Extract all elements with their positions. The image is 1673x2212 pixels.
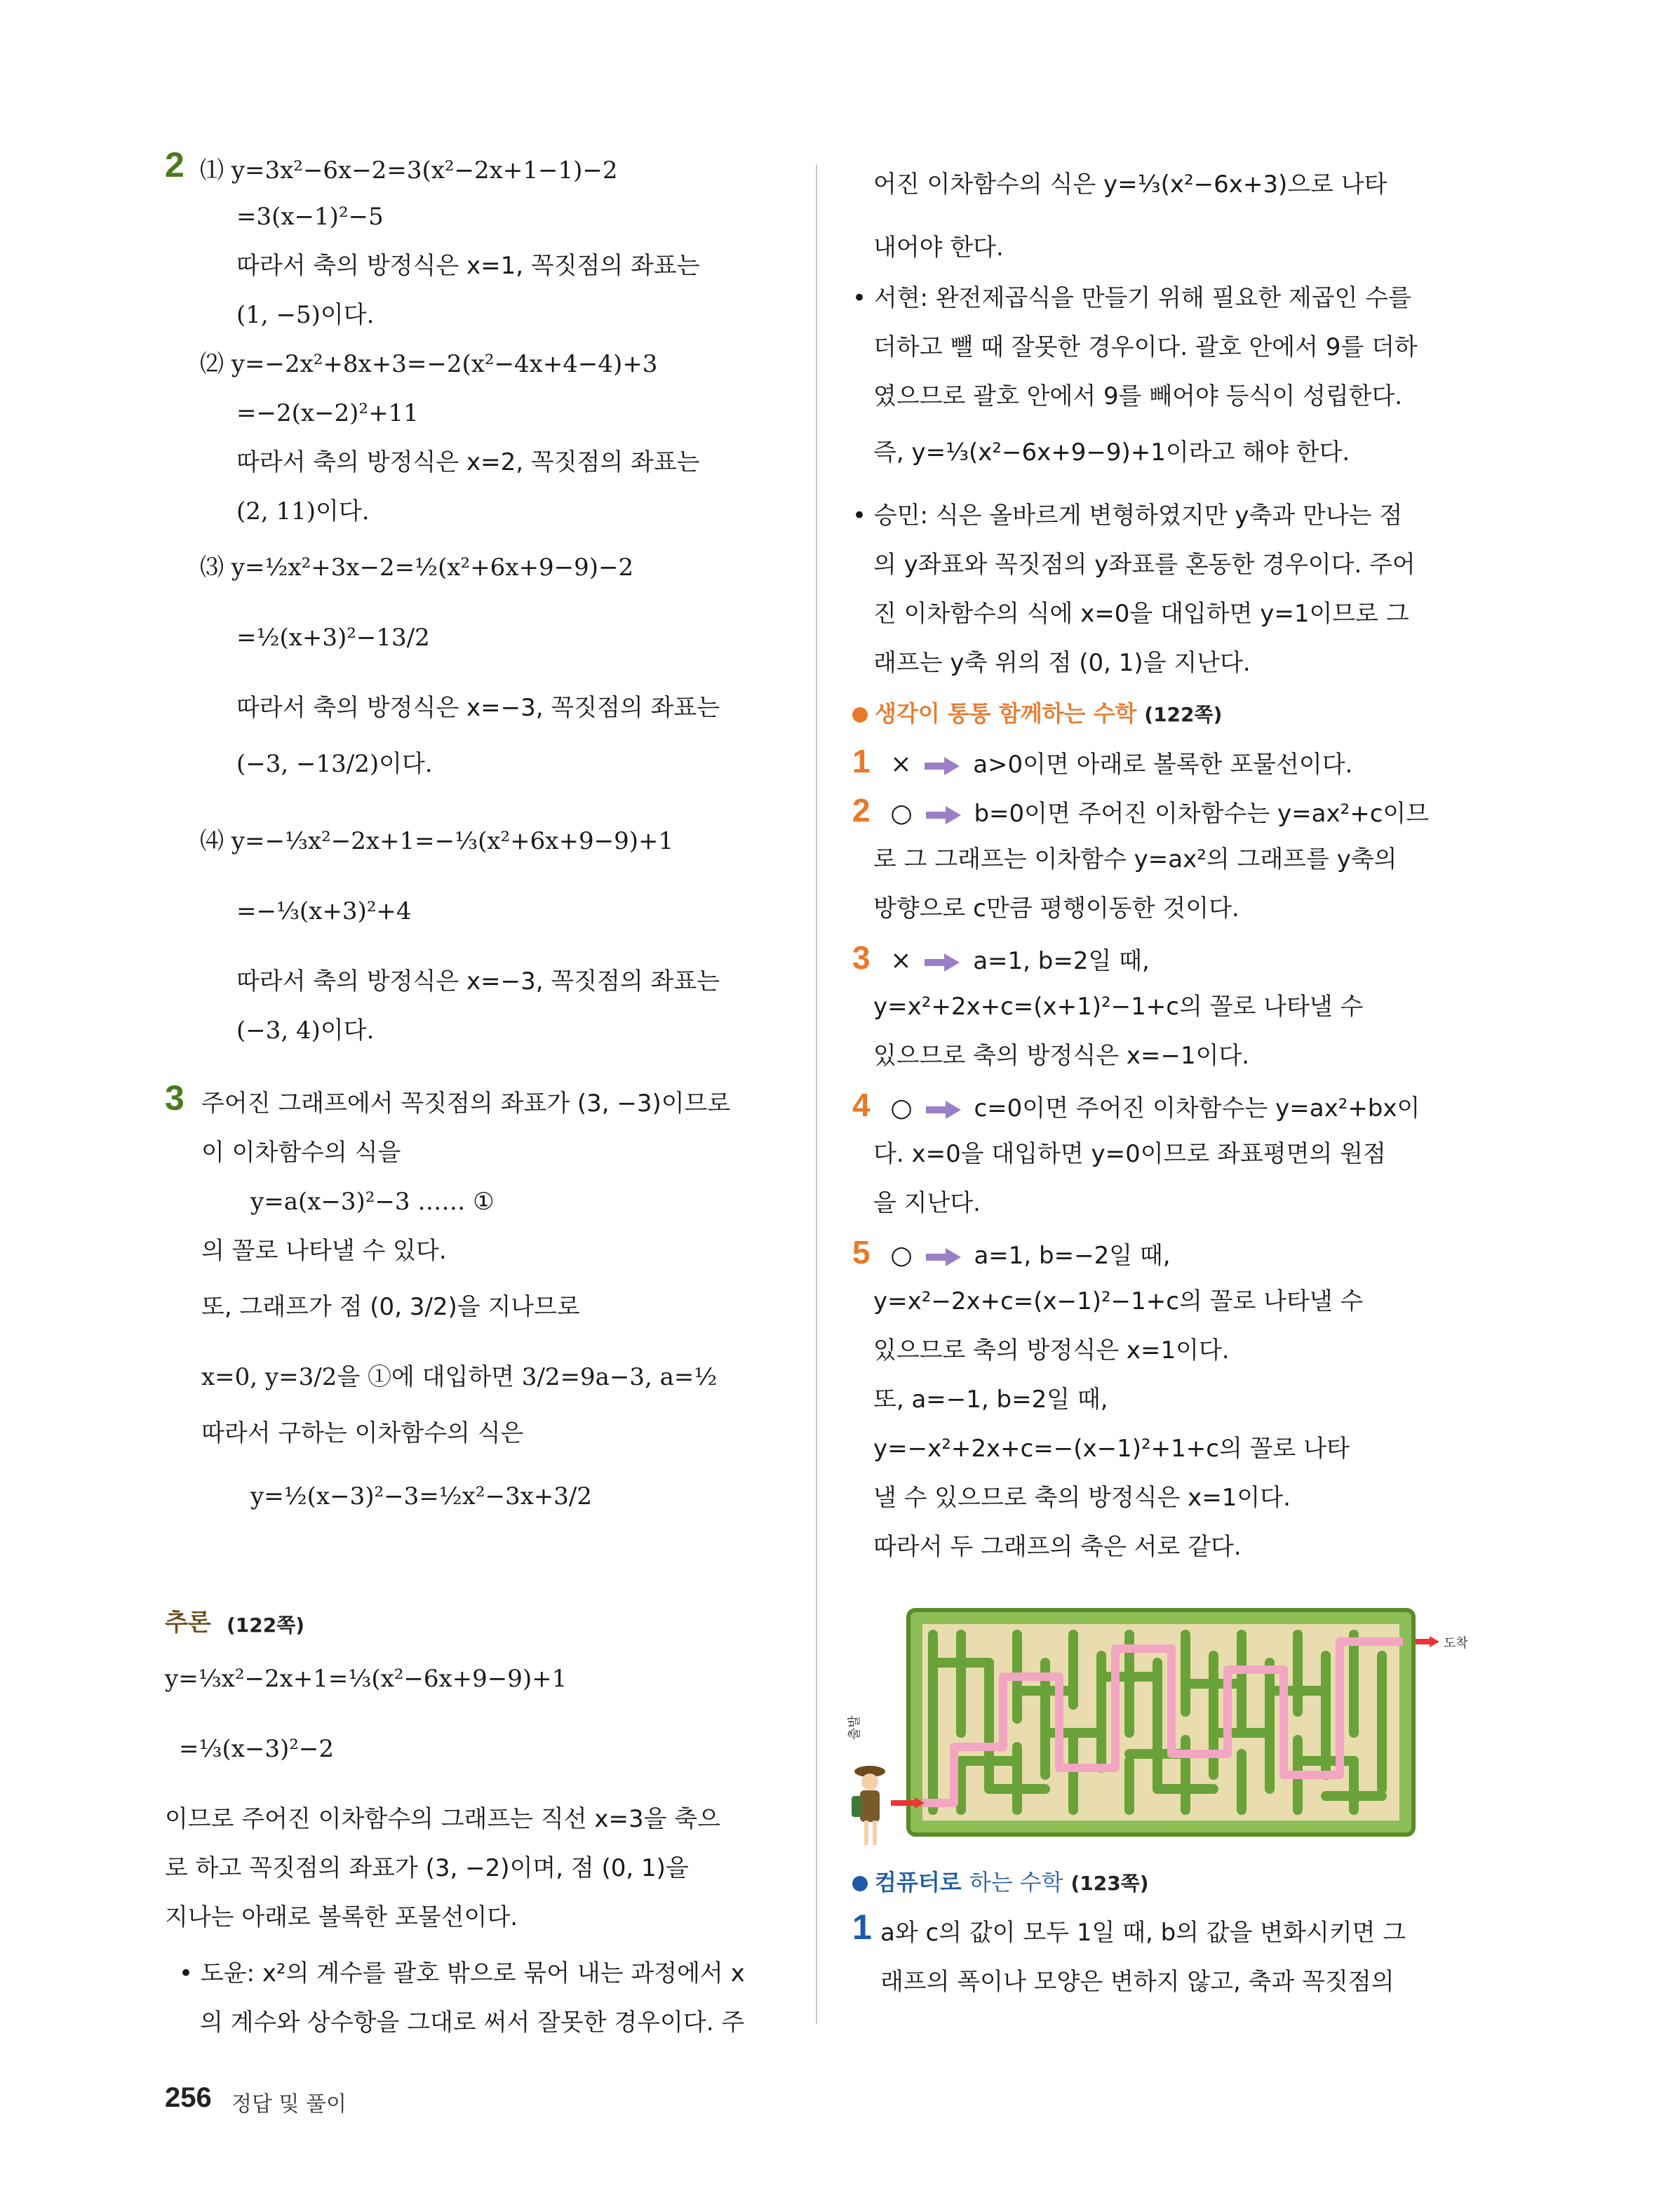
p2-s1-line: (1, −5)이다. [236,301,375,329]
p2-s2-line: (2, 11)이다. [236,497,370,525]
p3-line: 주어진 그래프에서 꼭짓점의 좌표가 (3, −3)이므로 [201,1090,731,1118]
reason-line: =⅓(x−3)²−2 [179,1735,335,1763]
p3-line: y=½(x−3)²−3=½x²−3x+3/2 [250,1482,592,1510]
p2-s1-line: =3(x−1)²−5 [236,203,384,231]
think-heading [852,697,1222,731]
item-line: y=x²+2x+c=(x+1)²−1+c의 꼴로 나타낼 수 [873,993,1364,1021]
right-arrow-icon [925,805,962,826]
item-line: 로 그 그래프는 이차함수 y=ax²의 그래프를 y축의 [873,845,1397,873]
maze-start-label: 출발 [847,1715,862,1740]
p2-s2-line: 따라서 축의 방정식은 x=2, 꼭짓점의 좌표는 [236,448,700,476]
right-arrow-icon [923,952,961,973]
right-top-line: • 승민: 식은 올바르게 변형하였지만 y축과 만나는 점 [852,502,1403,530]
think-title-a: 생각이 통통 [875,700,999,727]
p2-s2-line: ⑵ y=−2x²+8x+3=−2(x²−4x+4−4)+3 [200,350,658,378]
item-line: 을 지난다. [873,1189,981,1217]
orange-bullet-icon [852,707,868,723]
p2-s4-line: ⑷ y=−⅓x²−2x+1=−⅓(x²+6x+9−9)+1 [200,827,674,855]
maze-illustration [842,1593,1468,1859]
right-top-line: 였으므로 괄호 안에서 9를 빼어야 등식이 성립한다. [873,382,1403,410]
p2-s3-line: 따라서 축의 방정식은 x=−3, 꼭짓점의 좌표는 [236,694,720,722]
problem-3-number: 3 [165,1078,184,1118]
item-number: 1 [852,743,871,779]
item-line: a=1, b=−2일 때, [974,1242,1171,1270]
maze-end-label: 도착 [1444,1636,1468,1651]
computer-line: a와 c의 값이 모두 1일 때, b의 값을 변화시키면 그 [880,1919,1406,1947]
item-number: 4 [852,1087,871,1123]
think-item-2 [852,794,1429,830]
p2-s4-line: =−⅓(x+3)²+4 [236,897,412,925]
item-line: 방향으로 c만큼 평행이동한 것이다. [873,894,1239,923]
explorer-figure [852,1766,885,1845]
right-top-line: 어진 이차함수의 식은 y=⅓(x²−6x+3)으로 나타 [873,170,1388,199]
computer-item-number: 1 [852,1908,872,1947]
p2-s3-line: =½(x+3)²−13/2 [236,624,430,652]
page-label: 정답 및 풀이 [231,2092,347,2117]
item-mark: × [890,750,912,779]
reason-page: (122쪽) [227,1614,305,1637]
right-arrow-icon [925,1247,962,1268]
right-top-line: 의 y좌표와 꼭짓점의 y좌표를 혼동한 경우이다. 주어 [873,551,1416,579]
p2-s4-line: (−3, 4)이다. [236,1017,375,1045]
item-line: y=x²−2x+c=(x−1)²−1+c의 꼴로 나타낼 수 [873,1287,1364,1315]
item-number: 3 [852,939,871,976]
p2-s3-line: (−3, −13/2)이다. [236,750,433,778]
problem-2-number: 2 [165,145,184,185]
p3-line: 또, 그래프가 점 (0, 3/2)을 지나므로 [201,1293,580,1321]
right-arrow-icon [925,1099,962,1120]
computer-title-a: 컴퓨터로 [875,1869,969,1896]
item-mark: ○ [890,1094,913,1122]
think-page: (122쪽) [1144,703,1223,726]
reason-line: 의 계수와 상수항을 그대로 써서 잘못한 경우이다. 주 [200,2009,745,2037]
item-number: 5 [852,1234,871,1271]
reason-line: 로 하고 꼭짓점의 좌표가 (3, −2)이며, 점 (0, 1)을 [165,1854,689,1882]
p3-line: 이 이차함수의 식을 [201,1139,401,1167]
right-top-line: 래프는 y축 위의 점 (0, 1)을 지난다. [873,649,1251,677]
p3-line: x=0, y=3/2을 ①에 대입하면 3/2=9a−3, a=½ [201,1363,718,1391]
p3-line: y=a(x−3)²−3 …… ① [250,1188,495,1216]
p2-s2-line: =−2(x−2)²+11 [236,399,419,427]
think-item-3 [852,941,1150,977]
right-top-line: 즉, y=⅓(x²−6x+9−9)+1이라고 해야 한다. [873,438,1350,467]
item-line: 또, a=−1, b=2일 때, [873,1386,1108,1414]
page-number: 256 [165,2082,212,2113]
item-line: y=−x²+2x+c=−(x−1)²+1+c의 꼴로 나타 [873,1435,1350,1463]
reason-line: y=⅓x²−2x+1=⅓(x²−6x+9−9)+1 [165,1665,567,1693]
item-mark: ○ [890,799,913,828]
computer-line: 래프의 폭이나 모양은 변하지 않고, 축과 꼭짓점의 [880,1968,1395,1996]
item-mark: ○ [890,1241,913,1270]
item-line: 낼 수 있으므로 축의 방정식은 x=1이다. [873,1484,1291,1512]
item-mark: × [890,946,912,975]
item-line: 다. x=0을 대입하면 y=0이므로 좌표평면의 원점 [873,1140,1386,1168]
item-line: c=0이면 주어진 이차함수는 y=ax²+bx이 [974,1094,1420,1122]
reason-line: 이므로 주어진 이차함수의 그래프는 직선 x=3을 축으 [165,1805,720,1833]
p3-line: 따라서 구하는 이차함수의 식은 [201,1419,524,1447]
reason-title: 추론 [165,1609,211,1637]
p2-s1-line: ⑴ y=3x²−6x−2=3(x²−2x+1−1)−2 [200,156,618,185]
item-line: b=0이면 주어진 이차함수는 y=ax²+c이므 [974,800,1430,828]
p2-s4-line: 따라서 축의 방정식은 x=−3, 꼭짓점의 좌표는 [236,967,720,996]
right-top-line: 내어야 한다. [873,234,1004,262]
right-arrow-icon [923,756,961,777]
computer-page: (123쪽) [1070,1872,1149,1895]
item-line: 따라서 두 그래프의 축은 서로 같다. [873,1533,1242,1561]
think-item-5 [852,1236,1171,1272]
item-line: a>0이면 아래로 볼록한 포물선이다. [973,751,1353,779]
item-line: 있으므로 축의 방정식은 x=−1이다. [873,1042,1250,1070]
right-top-line: • 서현: 완전제곱식을 만들기 위해 필요한 제곱인 수를 [852,284,1411,312]
item-line: 있으므로 축의 방정식은 x=1이다. [873,1336,1230,1365]
column-divider [816,165,817,2024]
p3-line: 의 꼴로 나타낼 수 있다. [201,1237,447,1265]
think-title-b: 함께하는 수학 [998,700,1137,727]
item-line: a=1, b=2일 때, [973,947,1150,975]
think-item-1 [852,745,1352,781]
p2-s3-line: ⑶ y=½x²+3x−2=½(x²+6x+9−9)−2 [200,554,634,582]
reason-line: 지나는 아래로 볼록한 포물선이다. [165,1903,518,1931]
reason-line: • 도윤: x²의 계수를 괄호 밖으로 묶어 내는 과정에서 x [179,1959,745,1988]
think-item-4 [852,1089,1420,1125]
computer-heading [852,1866,1149,1900]
blue-bullet-icon [852,1876,868,1891]
item-number: 2 [852,792,871,829]
right-top-line: 더하고 뺄 때 잘못한 경우이다. 괄호 안에서 9를 더하 [873,333,1418,361]
computer-title-b: 하는 수학 [969,1869,1063,1896]
right-top-line: 진 이차함수의 식에 x=0을 대입하면 y=1이므로 그 [873,600,1409,628]
p2-s1-line: 따라서 축의 방정식은 x=1, 꼭짓점의 좌표는 [236,252,700,280]
